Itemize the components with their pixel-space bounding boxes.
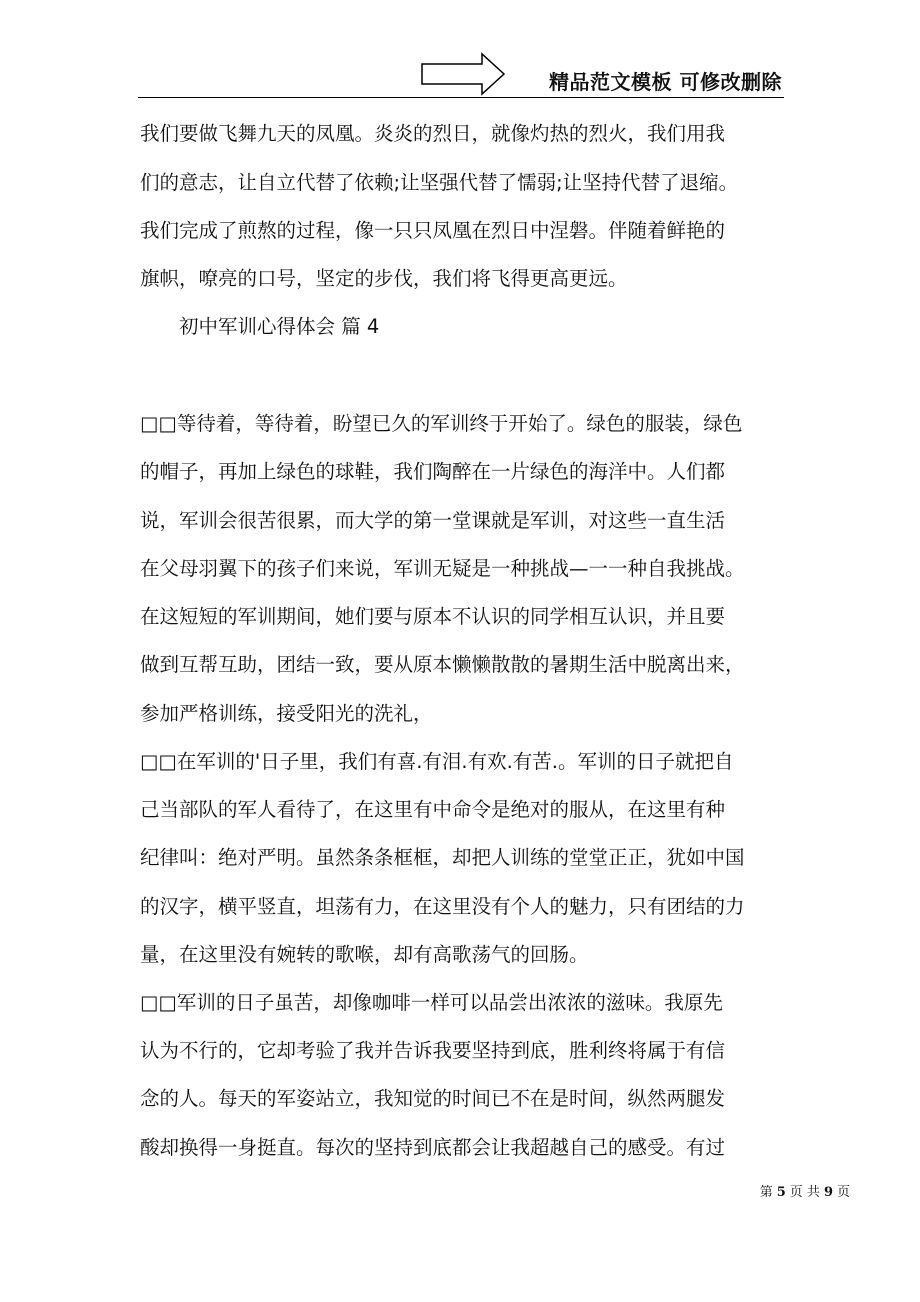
text-line: 我们完成了煎熬的过程，像一只只凤凰在烈日中涅磐。伴随着鲜艳的	[140, 219, 726, 242]
header-title: 精品范文模板 可修改删除	[549, 70, 782, 94]
text-line: 我们要做飞舞九天的凤凰。炎炎的烈日，就像灼热的烈火，我们用我	[140, 122, 726, 145]
page-number-suffix: 页	[836, 1185, 850, 1200]
text-line: 念的人。每天的军姿站立，我知觉的时间已不在是时间，纵然两腿发	[140, 1087, 726, 1110]
text-line: 认为不行的，它却考验了我并告诉我要坚持到底，胜利终将属于有信	[140, 1039, 726, 1062]
page-number-middle: 页 共	[789, 1185, 820, 1200]
text-line: 酸却换得一身挺直。每次的坚持到底都会让我超越自己的感受。有过	[140, 1136, 726, 1159]
page-number-prefix: 第	[759, 1185, 773, 1200]
text-line: 量，在这里没有婉转的歌喉，却有高歌荡气的回肠。	[140, 943, 589, 966]
text-line: 说，军训会很苦很累，而大学的第一堂课就是军训，对这些一直生活	[140, 509, 726, 532]
text-line: 在这短短的军训期间，她们要与原本不认识的同学相互认识，并且要	[140, 605, 726, 628]
page-number	[758, 1181, 852, 1200]
text-line: 们的意志，让自立代替了依赖;让坚强代替了懦弱;让坚持代替了退缩。	[140, 171, 739, 194]
arrow-right-icon	[420, 52, 506, 96]
current-page: 5	[776, 1185, 786, 1200]
text-line: □□等待着，等待着，盼望已久的军训终于开始了。绿色的服装，绿色	[140, 412, 743, 435]
text-line: 己当部队的军人看待了，在这里有中命令是绝对的服从，在这里有种	[140, 798, 726, 821]
total-pages: 9	[823, 1185, 833, 1200]
text-line: □□军训的日子虽苦，却像咖啡一样可以品尝出浓浓的滋味。我原先	[140, 991, 723, 1014]
text-line: □□在军训的'日子里，我们有喜.有泪.有欢.有苦.。军训的日子就把自	[140, 750, 734, 773]
text-line: 的汉字，横平竖直，坦荡有力，在这里没有个人的魅力，只有团结的力	[140, 895, 745, 918]
text-line: 旗帜，嘹亮的口号，坚定的步伐，我们将飞得更高更远。	[140, 267, 628, 290]
text-line: 纪律叫：绝对严明。虽然条条框框，却把人训练的堂堂正正，犹如中国	[140, 846, 745, 869]
text-line: 在父母羽翼下的孩子们来说，军训无疑是一种挑战—一一种自我挑战。	[140, 557, 745, 580]
text-line: 做到互帮互助，团结一致，要从原本懒懒散散的暑期生活中脱离出来，	[140, 653, 745, 676]
header-divider	[138, 97, 784, 98]
section-heading: 初中军训心得体会 篇 4	[140, 315, 380, 338]
page-header	[0, 0, 920, 100]
text-line: 参加严格训练，接受阳光的洗礼，	[140, 702, 433, 725]
text-line: 的帽子，再加上绿色的球鞋，我们陶醉在一片绿色的海洋中。人们都	[140, 460, 726, 483]
